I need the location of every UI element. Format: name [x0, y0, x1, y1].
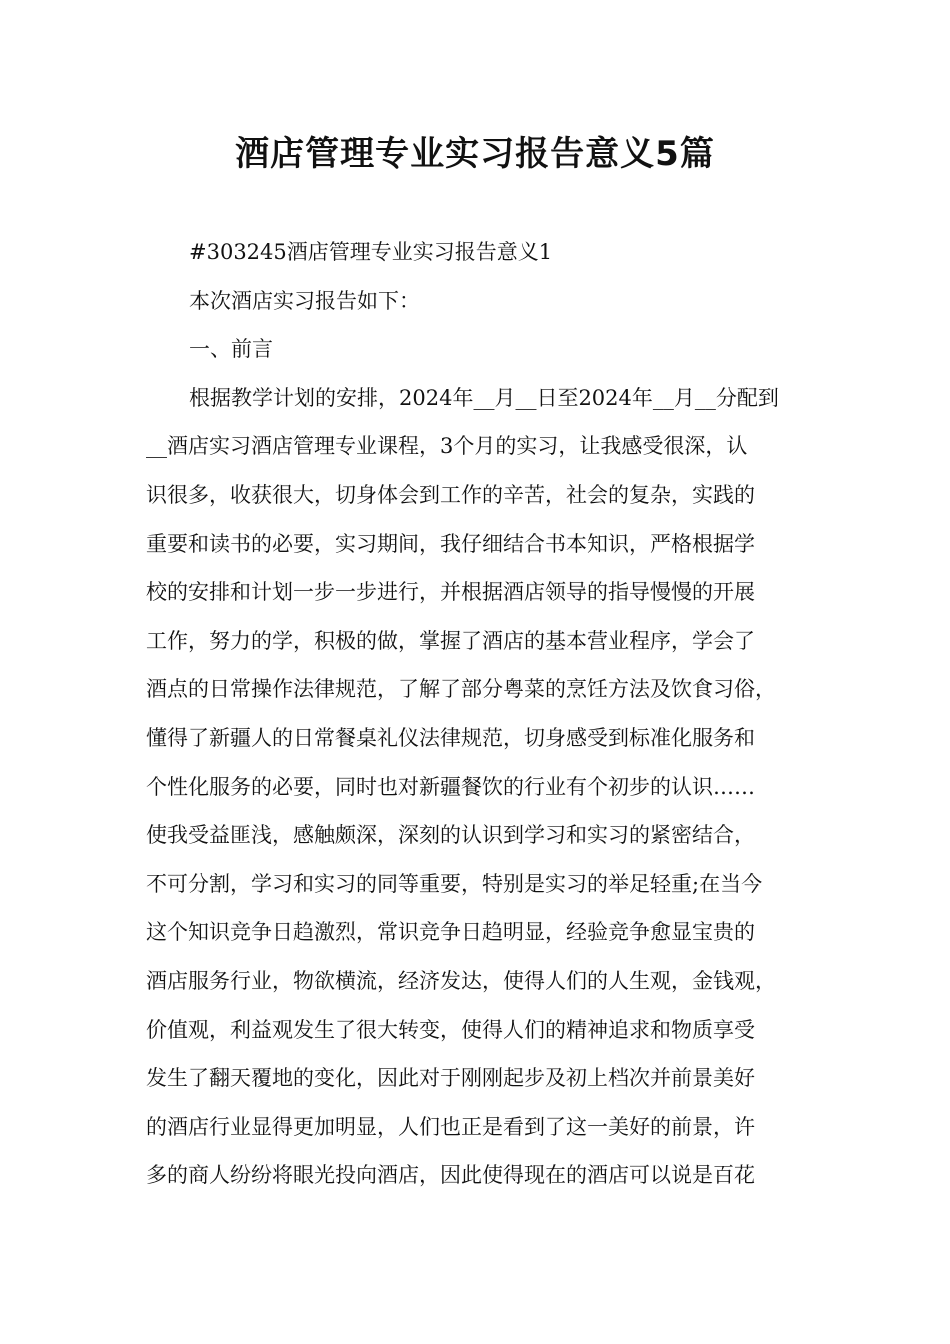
document-title: 酒店管理专业实习报告意义5篇	[235, 134, 715, 174]
paragraph-line: 这个知识竞争日趋激烈，常识竞争日趋明显，经验竞争愈显宝贵的	[146, 920, 755, 945]
paragraph-line: 酒点的日常操作法律规范，了解了部分粤菜的烹饪方法及饮食习俗，	[146, 677, 776, 702]
paragraph-line: 重要和读书的必要，实习期间，我仔细结合书本知识，严格根据学	[146, 531, 755, 556]
paragraph-line: 酒店服务行业，物欲横流，经济发达，使得人们的人生观，金钱观，	[146, 968, 776, 993]
paragraph-line: 不可分割，学习和实习的同等重要，特别是实习的举足轻重;在当今	[146, 871, 763, 896]
paragraph-line: 的酒店行业显得更加明显，人们也正是看到了这一美好的前景，许	[146, 1114, 755, 1139]
section-heading: #303245酒店管理专业实习报告意义1	[189, 240, 553, 264]
paragraph-line: 工作，努力的学，积极的做，掌握了酒店的基本营业程序，学会了	[146, 628, 755, 653]
paragraph-line: 使我受益匪浅，感触颇深，深刻的认识到学习和实习的紧密结合，	[146, 823, 755, 848]
document-body	[146, 228, 810, 1200]
paragraph-line: __酒店实习酒店管理专业课程，3个月的实习，让我感受很深，认	[146, 434, 748, 459]
paragraph-line: 多的商人纷纷将眼光投向酒店，因此使得现在的酒店可以说是百花	[146, 1163, 755, 1188]
paragraph-line: 价值观，利益观发生了很大转变，使得人们的精神追求和物质享受	[146, 1017, 755, 1042]
subsection-heading: 一、前言	[189, 337, 273, 362]
paragraph-line: 发生了翻天覆地的变化，因此对于刚刚起步及初上档次并前景美好	[146, 1066, 755, 1091]
paragraph-line: 个性化服务的必要，同时也对新疆餐饮的行业有个初步的认识……	[146, 774, 755, 799]
paragraph-line: 识很多，收获很大，切身体会到工作的辛苦，社会的复杂，实践的	[146, 482, 755, 507]
paragraph-line: 根据教学计划的安排，2024年__月__日至2024年__月__分配到	[189, 385, 779, 410]
paragraph-line: 本次酒店实习报告如下：	[189, 288, 420, 313]
paragraph-line: 校的安排和计划一步一步进行，并根据酒店领导的指导慢慢的开展	[146, 580, 755, 605]
paragraph-line: 懂得了新疆人的日常餐桌礼仪法律规范，切身感受到标准化服务和	[146, 725, 755, 750]
